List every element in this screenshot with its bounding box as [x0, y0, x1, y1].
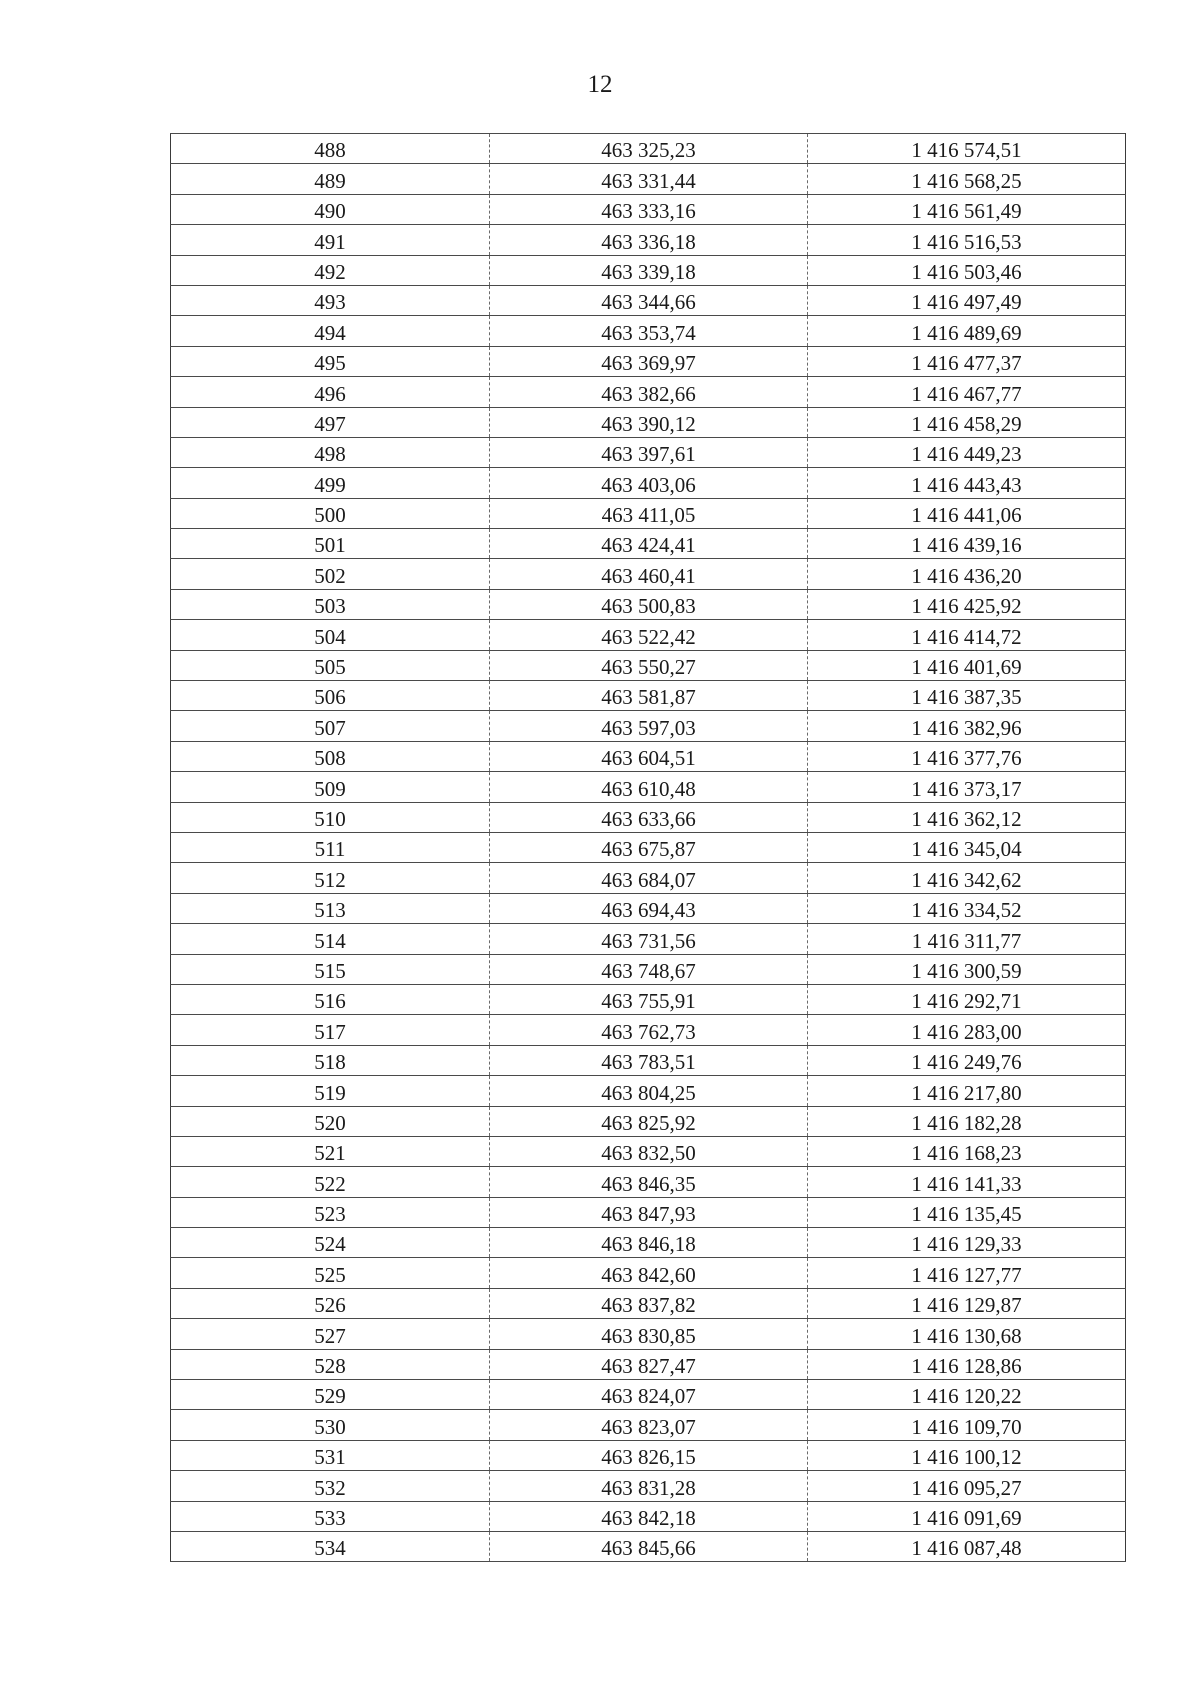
x-coordinate-cell: 463 837,82	[490, 1288, 808, 1318]
table-row	[171, 194, 1126, 224]
y-coordinate-cell: 1 416 458,29	[808, 407, 1126, 437]
x-coordinate-cell: 463 675,87	[490, 832, 808, 862]
y-coordinate-cell: 1 416 311,77	[808, 924, 1126, 954]
y-coordinate-cell: 1 416 087,48	[808, 1531, 1126, 1561]
point-number-cell: 508	[171, 741, 490, 771]
coordinates-table	[170, 133, 1126, 1562]
x-coordinate-cell: 463 336,18	[490, 225, 808, 255]
y-coordinate-cell: 1 416 129,87	[808, 1288, 1126, 1318]
point-number-cell: 532	[171, 1471, 490, 1501]
y-coordinate-cell: 1 416 561,49	[808, 194, 1126, 224]
table-row	[171, 316, 1126, 346]
y-coordinate-cell: 1 416 503,46	[808, 255, 1126, 285]
table-row	[171, 529, 1126, 559]
y-coordinate-cell: 1 416 135,45	[808, 1197, 1126, 1227]
y-coordinate-cell: 1 416 249,76	[808, 1045, 1126, 1075]
table-row	[171, 1349, 1126, 1379]
y-coordinate-cell: 1 416 449,23	[808, 437, 1126, 467]
table-row	[171, 1136, 1126, 1166]
x-coordinate-cell: 463 550,27	[490, 650, 808, 680]
y-coordinate-cell: 1 416 373,17	[808, 772, 1126, 802]
point-number-cell: 506	[171, 681, 490, 711]
table-row	[171, 984, 1126, 1014]
x-coordinate-cell: 463 762,73	[490, 1015, 808, 1045]
x-coordinate-cell: 463 731,56	[490, 924, 808, 954]
x-coordinate-cell: 463 331,44	[490, 164, 808, 194]
y-coordinate-cell: 1 416 182,28	[808, 1106, 1126, 1136]
table-row	[171, 650, 1126, 680]
table-row	[171, 620, 1126, 650]
y-coordinate-cell: 1 416 100,12	[808, 1440, 1126, 1470]
table-row	[171, 802, 1126, 832]
y-coordinate-cell: 1 416 467,77	[808, 377, 1126, 407]
table-row	[171, 954, 1126, 984]
table-row	[171, 1471, 1126, 1501]
y-coordinate-cell: 1 416 300,59	[808, 954, 1126, 984]
x-coordinate-cell: 463 824,07	[490, 1380, 808, 1410]
x-coordinate-cell: 463 842,18	[490, 1501, 808, 1531]
y-coordinate-cell: 1 416 128,86	[808, 1349, 1126, 1379]
point-number-cell: 491	[171, 225, 490, 255]
x-coordinate-cell: 463 333,16	[490, 194, 808, 224]
table-row	[171, 437, 1126, 467]
x-coordinate-cell: 463 633,66	[490, 802, 808, 832]
point-number-cell: 526	[171, 1288, 490, 1318]
point-number-cell: 494	[171, 316, 490, 346]
x-coordinate-cell: 463 830,85	[490, 1319, 808, 1349]
point-number-cell: 523	[171, 1197, 490, 1227]
table-row	[171, 1045, 1126, 1075]
y-coordinate-cell: 1 416 387,35	[808, 681, 1126, 711]
table-row	[171, 589, 1126, 619]
x-coordinate-cell: 463 846,35	[490, 1167, 808, 1197]
point-number-cell: 533	[171, 1501, 490, 1531]
table-row	[171, 1258, 1126, 1288]
point-number-cell: 519	[171, 1076, 490, 1106]
y-coordinate-cell: 1 416 574,51	[808, 134, 1126, 164]
point-number-cell: 505	[171, 650, 490, 680]
x-coordinate-cell: 463 604,51	[490, 741, 808, 771]
y-coordinate-cell: 1 416 109,70	[808, 1410, 1126, 1440]
x-coordinate-cell: 463 397,61	[490, 437, 808, 467]
point-number-cell: 529	[171, 1380, 490, 1410]
table-row	[171, 832, 1126, 862]
y-coordinate-cell: 1 416 477,37	[808, 346, 1126, 376]
x-coordinate-cell: 463 500,83	[490, 589, 808, 619]
table-row	[171, 225, 1126, 255]
table-row	[171, 924, 1126, 954]
y-coordinate-cell: 1 416 217,80	[808, 1076, 1126, 1106]
x-coordinate-cell: 463 783,51	[490, 1045, 808, 1075]
y-coordinate-cell: 1 416 443,43	[808, 468, 1126, 498]
table-row	[171, 1106, 1126, 1136]
y-coordinate-cell: 1 416 127,77	[808, 1258, 1126, 1288]
table-row	[171, 468, 1126, 498]
y-coordinate-cell: 1 416 292,71	[808, 984, 1126, 1014]
y-coordinate-cell: 1 416 425,92	[808, 589, 1126, 619]
x-coordinate-cell: 463 390,12	[490, 407, 808, 437]
table-row	[171, 1197, 1126, 1227]
x-coordinate-cell: 463 826,15	[490, 1440, 808, 1470]
x-coordinate-cell: 463 353,74	[490, 316, 808, 346]
x-coordinate-cell: 463 403,06	[490, 468, 808, 498]
table-row	[171, 134, 1126, 164]
point-number-cell: 515	[171, 954, 490, 984]
y-coordinate-cell: 1 416 130,68	[808, 1319, 1126, 1349]
page-number: 12	[587, 71, 613, 98]
point-number-cell: 495	[171, 346, 490, 376]
point-number-cell: 528	[171, 1349, 490, 1379]
x-coordinate-cell: 463 522,42	[490, 620, 808, 650]
x-coordinate-cell: 463 581,87	[490, 681, 808, 711]
y-coordinate-cell: 1 416 334,52	[808, 893, 1126, 923]
x-coordinate-cell: 463 325,23	[490, 134, 808, 164]
y-coordinate-cell: 1 416 342,62	[808, 863, 1126, 893]
point-number-cell: 500	[171, 498, 490, 528]
table-row	[171, 1167, 1126, 1197]
point-number-cell: 510	[171, 802, 490, 832]
table-row	[171, 1501, 1126, 1531]
y-coordinate-cell: 1 416 141,33	[808, 1167, 1126, 1197]
table-row	[171, 1319, 1126, 1349]
x-coordinate-cell: 463 339,18	[490, 255, 808, 285]
y-coordinate-cell: 1 416 168,23	[808, 1136, 1126, 1166]
point-number-cell: 524	[171, 1228, 490, 1258]
table-row	[171, 863, 1126, 893]
table-row	[171, 1228, 1126, 1258]
table-row	[171, 164, 1126, 194]
y-coordinate-cell: 1 416 362,12	[808, 802, 1126, 832]
x-coordinate-cell: 463 460,41	[490, 559, 808, 589]
x-coordinate-cell: 463 846,18	[490, 1228, 808, 1258]
point-number-cell: 493	[171, 285, 490, 315]
table-row	[171, 1076, 1126, 1106]
y-coordinate-cell: 1 416 120,22	[808, 1380, 1126, 1410]
point-number-cell: 490	[171, 194, 490, 224]
y-coordinate-cell: 1 416 414,72	[808, 620, 1126, 650]
point-number-cell: 489	[171, 164, 490, 194]
y-coordinate-cell: 1 416 382,96	[808, 711, 1126, 741]
point-number-cell: 509	[171, 772, 490, 802]
y-coordinate-cell: 1 416 489,69	[808, 316, 1126, 346]
point-number-cell: 511	[171, 832, 490, 862]
table-row	[171, 346, 1126, 376]
y-coordinate-cell: 1 416 497,49	[808, 285, 1126, 315]
y-coordinate-cell: 1 416 095,27	[808, 1471, 1126, 1501]
y-coordinate-cell: 1 416 283,00	[808, 1015, 1126, 1045]
point-number-cell: 530	[171, 1410, 490, 1440]
point-number-cell: 504	[171, 620, 490, 650]
y-coordinate-cell: 1 416 377,76	[808, 741, 1126, 771]
table-row	[171, 711, 1126, 741]
table-row	[171, 1440, 1126, 1470]
table-row	[171, 1380, 1126, 1410]
y-coordinate-cell: 1 416 091,69	[808, 1501, 1126, 1531]
x-coordinate-cell: 463 842,60	[490, 1258, 808, 1288]
point-number-cell: 514	[171, 924, 490, 954]
y-coordinate-cell: 1 416 568,25	[808, 164, 1126, 194]
point-number-cell: 503	[171, 589, 490, 619]
point-number-cell: 518	[171, 1045, 490, 1075]
x-coordinate-cell: 463 847,93	[490, 1197, 808, 1227]
x-coordinate-cell: 463 831,28	[490, 1471, 808, 1501]
x-coordinate-cell: 463 344,66	[490, 285, 808, 315]
x-coordinate-cell: 463 804,25	[490, 1076, 808, 1106]
table-row	[171, 377, 1126, 407]
point-number-cell: 498	[171, 437, 490, 467]
point-number-cell: 527	[171, 1319, 490, 1349]
point-number-cell: 516	[171, 984, 490, 1014]
y-coordinate-cell: 1 416 516,53	[808, 225, 1126, 255]
x-coordinate-cell: 463 827,47	[490, 1349, 808, 1379]
x-coordinate-cell: 463 684,07	[490, 863, 808, 893]
x-coordinate-cell: 463 411,05	[490, 498, 808, 528]
table-row	[171, 1410, 1126, 1440]
table-row	[171, 1015, 1126, 1045]
table-row	[171, 681, 1126, 711]
point-number-cell: 522	[171, 1167, 490, 1197]
x-coordinate-cell: 463 597,03	[490, 711, 808, 741]
x-coordinate-cell: 463 694,43	[490, 893, 808, 923]
point-number-cell: 501	[171, 529, 490, 559]
coordinates-table-body	[171, 134, 1126, 1562]
point-number-cell: 507	[171, 711, 490, 741]
x-coordinate-cell: 463 825,92	[490, 1106, 808, 1136]
point-number-cell: 496	[171, 377, 490, 407]
point-number-cell: 520	[171, 1106, 490, 1136]
point-number-cell: 534	[171, 1531, 490, 1561]
x-coordinate-cell: 463 610,48	[490, 772, 808, 802]
point-number-cell: 492	[171, 255, 490, 285]
table-row	[171, 559, 1126, 589]
table-row	[171, 772, 1126, 802]
point-number-cell: 499	[171, 468, 490, 498]
y-coordinate-cell: 1 416 441,06	[808, 498, 1126, 528]
point-number-cell: 497	[171, 407, 490, 437]
point-number-cell: 502	[171, 559, 490, 589]
table-row	[171, 1288, 1126, 1318]
y-coordinate-cell: 1 416 439,16	[808, 529, 1126, 559]
x-coordinate-cell: 463 832,50	[490, 1136, 808, 1166]
point-number-cell: 488	[171, 134, 490, 164]
point-number-cell: 521	[171, 1136, 490, 1166]
x-coordinate-cell: 463 369,97	[490, 346, 808, 376]
x-coordinate-cell: 463 424,41	[490, 529, 808, 559]
x-coordinate-cell: 463 823,07	[490, 1410, 808, 1440]
table-row	[171, 407, 1126, 437]
y-coordinate-cell: 1 416 345,04	[808, 832, 1126, 862]
x-coordinate-cell: 463 845,66	[490, 1531, 808, 1561]
table-row	[171, 498, 1126, 528]
point-number-cell: 531	[171, 1440, 490, 1470]
table-row	[171, 255, 1126, 285]
point-number-cell: 517	[171, 1015, 490, 1045]
y-coordinate-cell: 1 416 401,69	[808, 650, 1126, 680]
point-number-cell: 512	[171, 863, 490, 893]
x-coordinate-cell: 463 755,91	[490, 984, 808, 1014]
table-row	[171, 741, 1126, 771]
table-row	[171, 285, 1126, 315]
y-coordinate-cell: 1 416 436,20	[808, 559, 1126, 589]
point-number-cell: 513	[171, 893, 490, 923]
table-row	[171, 893, 1126, 923]
table-row	[171, 1531, 1126, 1561]
x-coordinate-cell: 463 748,67	[490, 954, 808, 984]
x-coordinate-cell: 463 382,66	[490, 377, 808, 407]
point-number-cell: 525	[171, 1258, 490, 1288]
y-coordinate-cell: 1 416 129,33	[808, 1228, 1126, 1258]
